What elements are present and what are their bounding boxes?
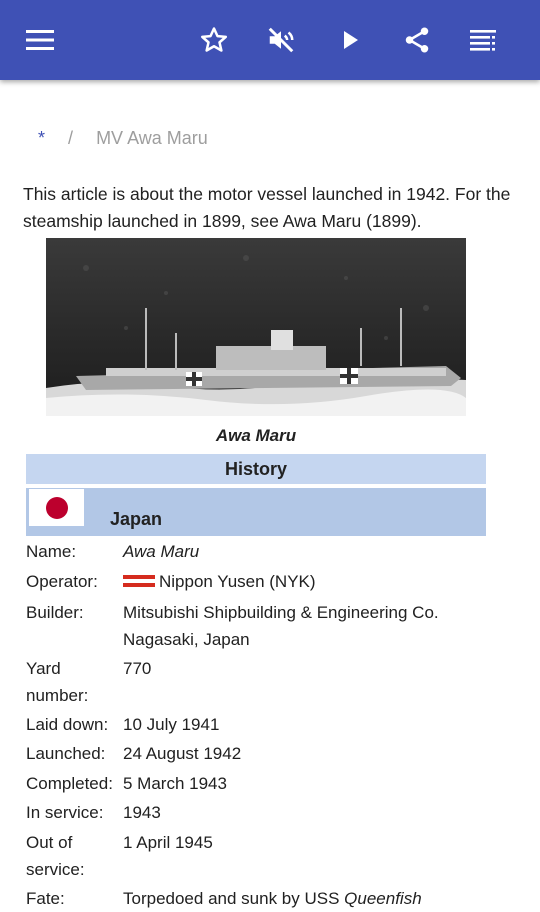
breadcrumb-current: MV Awa Maru	[96, 128, 208, 148]
row-label: Launched:	[26, 744, 106, 763]
row-label: Builder:	[26, 603, 84, 622]
row-label: Operator:	[26, 572, 98, 591]
ship-photo[interactable]	[46, 238, 466, 416]
row-label: Fate:	[26, 889, 65, 908]
row-label: Name:	[26, 542, 77, 561]
row-value-wrapper	[123, 885, 503, 912]
submarine-link[interactable]: Queenfish	[344, 889, 422, 908]
breadcrumb-separator: /	[68, 128, 74, 148]
row-label: Completed:	[26, 774, 113, 793]
row-value: 24 August 1942	[123, 744, 242, 763]
share-icon[interactable]	[399, 22, 435, 58]
infobox-country-row	[26, 488, 486, 536]
row-label: Out of service:	[26, 833, 85, 879]
country-name: Japan	[110, 509, 163, 529]
hatnote: This article is about the motor vessel launched in 1942. For the steamship launched in 1899, see Awa Maru (1899).	[23, 184, 511, 231]
japan-flag-icon	[29, 489, 84, 526]
app-toolbar	[0, 0, 540, 80]
operator-link[interactable]: Nippon Yusen (NYK)	[159, 572, 316, 591]
image-caption: Awa Maru	[215, 426, 297, 445]
mute-icon[interactable]	[263, 22, 299, 58]
play-icon[interactable]	[332, 22, 368, 58]
row-value: 5 March 1943	[123, 774, 227, 793]
menu-icon[interactable]	[22, 22, 58, 58]
infobox-section-title: History	[26, 454, 486, 484]
row-value: 1 April 1945	[123, 833, 213, 852]
row-label: Yard number:	[26, 659, 89, 705]
row-label: In service:	[26, 803, 104, 822]
row-value: 770	[123, 659, 152, 678]
row-value: 10 July 1941	[123, 715, 220, 734]
breadcrumb	[38, 128, 208, 149]
star-icon[interactable]	[196, 22, 232, 58]
row-label: Laid down:	[26, 715, 109, 734]
row-value: Awa Maru	[123, 542, 200, 561]
nyk-flag-icon	[123, 573, 155, 589]
row-value: 1943	[123, 803, 161, 822]
builder-link[interactable]: Mitsubishi Shipbuilding & Engineering Co. Nagasaki, Japan	[123, 603, 439, 649]
list-icon[interactable]	[466, 22, 502, 58]
breadcrumb-home-link[interactable]: *	[38, 128, 46, 148]
fate-text: Torpedoed and sunk by USS	[123, 889, 345, 908]
row-value-wrapper	[123, 568, 503, 595]
